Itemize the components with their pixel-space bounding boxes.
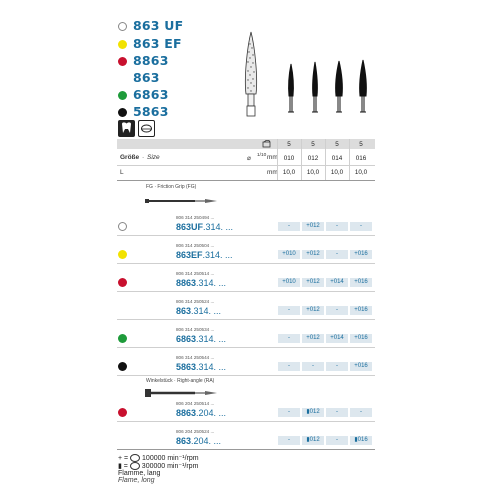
series-name: 863 UF (133, 18, 184, 33)
spindle-icon (130, 462, 140, 470)
length-unit: mm (267, 169, 278, 176)
order-cell: +012 (302, 278, 324, 287)
ref-number: 806 314 250524 ... (176, 299, 215, 304)
size-row: Größe · Size ⌀ 1/10 mm (120, 153, 278, 162)
size-value: 012 (307, 155, 319, 162)
order-cell: - (326, 222, 348, 231)
pack-value: 5 (359, 141, 363, 148)
ref-number: 806 204 250524 ... (176, 429, 215, 434)
product-code: 863.204. ... (176, 436, 222, 446)
order-cell: +016 (350, 306, 372, 315)
ref-number: 806 314 250534 ... (176, 327, 215, 332)
bar-symbol: ▮ = (118, 463, 128, 471)
plus-symbol: + = (118, 455, 129, 462)
product-code: 863.314. ... (176, 306, 222, 316)
large-flame-bur-icon (245, 32, 256, 116)
order-cell: - (326, 306, 348, 315)
order-cell: - (350, 222, 372, 231)
order-cell: ▮012 (302, 408, 324, 417)
order-cell: +016 (350, 362, 372, 371)
speed-value: 300000 min⁻¹/rpm (141, 463, 199, 471)
product-code: 5863.314. ... (176, 362, 227, 372)
order-cell: +010 (278, 250, 300, 259)
ref-number: 806 314 250504 ... (176, 243, 215, 248)
ring-black-icon (118, 362, 127, 371)
speed-line-2 (118, 462, 199, 470)
size-value: 014 (331, 155, 343, 162)
ring-black-icon (118, 108, 127, 117)
size-unit: mm (267, 154, 278, 161)
order-cell: +016 (350, 334, 372, 343)
order-cell: - (350, 408, 372, 417)
length-value: 10,0 (282, 169, 296, 176)
fg-shank-icon (145, 196, 220, 206)
order-cell: +012 (302, 334, 324, 343)
size-value: 016 (355, 155, 367, 162)
order-cell: - (326, 362, 348, 371)
size-unit-fraction: 1/10 (257, 153, 267, 158)
speed-line-1 (118, 454, 199, 462)
fg-label: FG · Friction Grip (FG) (146, 184, 197, 190)
size-label: Größe (120, 154, 140, 161)
ring-red-icon (118, 57, 127, 66)
series-name: 863 (133, 70, 160, 85)
order-cell: - (326, 436, 348, 445)
size-label-en: Size (147, 154, 160, 161)
ring-red-icon (118, 408, 127, 417)
size-value: 010 (283, 155, 295, 162)
ref-number: 806 314 250544 ... (176, 355, 215, 360)
order-cell: +010 (278, 278, 300, 287)
ring-white-icon (118, 222, 127, 231)
speed-legend (118, 454, 199, 484)
ref-number: 806 204 250514 ... (176, 401, 215, 406)
product-code: 863EF.314. ... (176, 250, 233, 260)
shape-title-de: Flamme, lang (118, 470, 161, 478)
order-cell: +014 (326, 278, 348, 287)
order-cell: +012 (302, 222, 324, 231)
ra-label: Winkelstück · Right-angle (RA) (146, 378, 215, 384)
pack-value: 5 (311, 141, 315, 148)
diameter-symbol: ⌀ (247, 155, 251, 162)
pack-value: 5 (335, 141, 339, 148)
order-cell: ▮012 (302, 436, 324, 445)
order-cell: - (278, 362, 300, 371)
ring-yellow-icon (118, 40, 127, 49)
speed-value: 100000 min⁻¹/rpm (142, 455, 199, 462)
order-cell: - (326, 250, 348, 259)
order-cell: +014 (326, 334, 348, 343)
order-cell: +012 (302, 306, 324, 315)
ring-green-icon (118, 91, 127, 100)
ring-yellow-icon (118, 250, 127, 259)
length-label: L (120, 169, 124, 176)
order-cell: +012 (302, 250, 324, 259)
length-value: 10,0 (330, 169, 344, 176)
spindle-icon (130, 454, 140, 462)
order-cell: +016 (350, 278, 372, 287)
ra-shank-icon (145, 386, 220, 400)
product-code: 8863.204. ... (176, 408, 227, 418)
order-cell: - (278, 408, 300, 417)
series-name: 6863 (133, 87, 169, 102)
order-cell: - (278, 334, 300, 343)
product-code: 8863.314. ... (176, 278, 227, 288)
length-value: 10,0 (354, 169, 368, 176)
series-name: 8863 (133, 53, 169, 68)
order-cell: - (278, 436, 300, 445)
order-cell: - (278, 222, 300, 231)
order-cell: ▮016 (350, 436, 372, 445)
ring-green-icon (118, 334, 127, 343)
product-code: 6863.314. ... (176, 334, 227, 344)
order-cell: - (278, 306, 300, 315)
order-cell: - (326, 408, 348, 417)
size-silhouette-icon (288, 60, 366, 112)
bur-drawings (238, 30, 378, 120)
ref-number: 806 314 250494 ... (176, 215, 215, 220)
tooth-icon (118, 120, 135, 137)
ring-white-icon (118, 22, 127, 31)
shape-title-en: Flame, long (118, 477, 155, 485)
order-cell: +016 (350, 250, 372, 259)
series-name: 5863 (133, 104, 169, 119)
product-code: 863UF.314. ... (176, 222, 234, 232)
pack-value: 5 (287, 141, 291, 148)
crown-icon (138, 120, 155, 137)
ring-red-icon (118, 278, 127, 287)
order-cell: - (302, 362, 324, 371)
ref-number: 806 314 250514 ... (176, 271, 215, 276)
pack-icon (262, 140, 271, 148)
length-value: 10,0 (306, 169, 320, 176)
series-name: 863 EF (133, 36, 182, 51)
